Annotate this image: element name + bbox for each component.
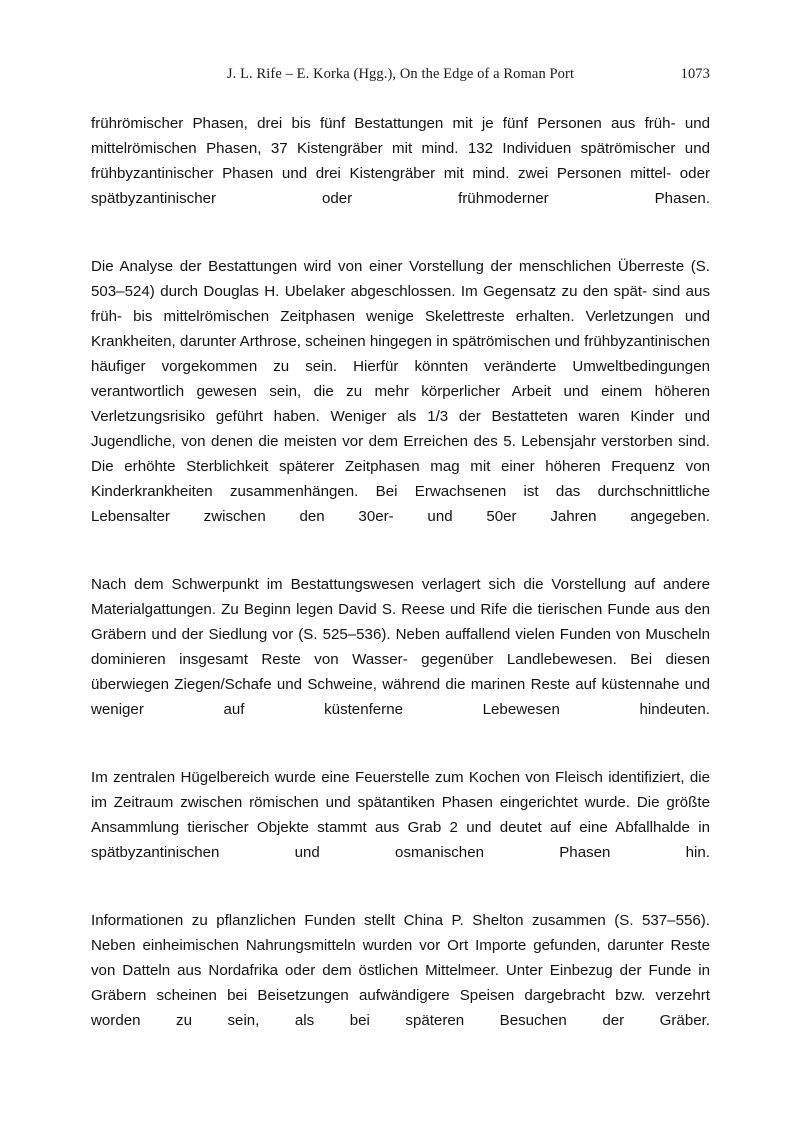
body-text-column bbox=[91, 111, 710, 1058]
page-number: 1073 bbox=[680, 66, 710, 82]
paragraph: Nach dem Schwerpunkt im Bestattungswesen verlagert sich die Vorstellung auf andere Materialgattungen. Zu Beginn legen David S. Reese und Rife die tierischen Funde aus den Gräbern und der Siedlung vor (S. 525–536). Neben auffallend vielen Funden von Muscheln dominieren insgesamt Reste von Wasser- gegenüber Landlebewesen. Bei diesen überwiegen Ziegen/Schafe und Schweine, während die marinen Reste auf küstennahe und weniger auf küstenferne Lebewesen hindeuten. bbox=[91, 576, 710, 718]
paragraph: Im zentralen Hügelbereich wurde eine Feuerstelle zum Kochen von Fleisch identifiziert, die im Zeitraum zwischen römischen und spätantiken Phasen eingerichtet wurde. Die größte Ansammlung tierischer Objekte stammt aus Grab 2 und deutet auf eine Abfallhalde in spätbyzantinischen und osmanischen Phasen hin. bbox=[91, 769, 710, 861]
running-head-title: J. L. Rife – E. Korka (Hgg.), On the Edge of a Roman Port bbox=[226, 66, 575, 82]
paragraph: Informationen zu pflanzlichen Funden stellt China P. Shelton zusammen (S. 537–556). Neben einheimischen Nahrungsmitteln wurden vor Ort Importe gefunden, darunter Reste von Datteln aus Nordafrika oder dem östlichen Mittelmeer. Unter Einbezug der Funde in Gräbern scheinen bei Beisetzungen aufwändigere Speisen dargebracht bzw. verzehrt worden zu sein, als bei späteren Besuchen der Gräber. bbox=[91, 912, 710, 1029]
running-head bbox=[91, 66, 710, 90]
paragraph: frührömischer Phasen, drei bis fünf Bestattungen mit je fünf Personen aus früh- und mittelrömischen Phasen, 37 Kistengräber mit mind. 132 Individuen spätrömischer und frühbyzantinischer Phasen und drei Kistengräber mit mind. zwei Personen mittel- oder spätbyzantinischer oder frühmoderner Phasen. bbox=[91, 115, 710, 207]
paragraph: Die Analyse der Bestattungen wird von einer Vorstellung der menschlichen Überreste (S. 503–524) durch Douglas H. Ubelaker abgeschlossen. Im Gegensatz zu den spät- sind aus früh- bis mittelrömischen Zeitphasen wenige Skelettreste erhalten. Verletzungen und Krankheiten, darunter Arthrose, scheinen hingegen in spätrömischen und frühbyzantinischen häufiger vorgekommen zu sein. Hierfür könnten veränderte Umweltbedingungen verantwortlich gewesen sein, die zu mehr körperlicher Arbeit und einem höheren Verletzungsrisiko geführt haben. Weniger als 1/3 der Bestatteten waren Kinder und Jugendliche, von denen die meisten vor dem Erreichen des 5. Lebensjahr verstorben sind. Die erhöhte Sterblichkeit späterer Zeitphasen mag mit einer höheren Frequenz von Kinderkrankheiten zusammenhängen. Bei Erwachsenen ist das durchschnittliche Lebensalter zwischen den 30er- und 50er Jahren angegeben. bbox=[91, 258, 710, 525]
